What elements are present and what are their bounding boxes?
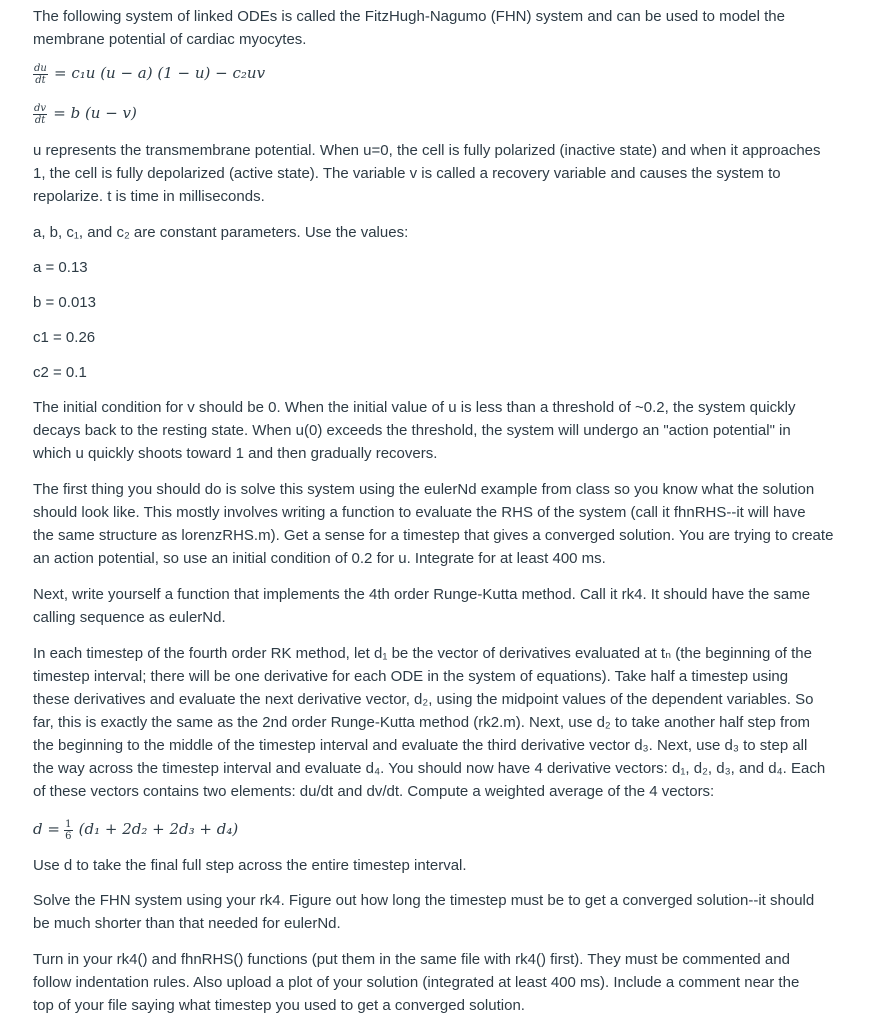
- first-step-line: The first thing you should do is solve this system using the eulerNd example from class so you know what the solution: [33, 481, 815, 498]
- rk4-line: far, this is exactly the same as the 2nd order Runge-Kutta method (rk2.m). Next, use d₂ to take another half step from: [33, 714, 811, 731]
- turn-in-line: follow indentation rules. Also upload a plot of your solution (integrated at least 400 ms). Include a comment near the: [33, 974, 800, 991]
- weighted-average-equation: d = $\frac{1}{6}$ (d₁ + 2d₂ + 2d₃ + d₄): [33, 818, 239, 842]
- one-sixth-fraction: $\frac{1}{6}$: [65, 818, 72, 842]
- initial-line: decays back to the resting state. When u(0) exceeds the threshold, the system will undergo an "action potential" in: [33, 422, 791, 439]
- param-b: b = 0.013: [33, 294, 96, 311]
- equation-dv-dt: [33, 102, 855, 130]
- rk4-line: timestep interval; there will be one derivative for each ODE in the system of equations). Take half a timestep using: [33, 668, 789, 685]
- next-line: calling sequence as eulerNd.: [33, 609, 226, 626]
- solve-line: Solve the FHN system using your rk4. Figure out how long the timestep must be to get a converged solution--it should: [33, 892, 815, 909]
- first-step-line: the same structure as lorenzRHS.m). Get a sense for a timestep that gives a converged solution. You are trying to create: [33, 527, 834, 544]
- rk4-line: In each timestep of the fourth order RK method, let d₁ be the vector of derivatives evaluated at tₙ (the beginning of the: [33, 645, 812, 662]
- du-dt-fraction: $\frac{du}{dt}$: [34, 62, 47, 86]
- first-step-line: an action potential, so use an initial condition of 0.2 for u. Integrate for at least 400 ms.: [33, 550, 606, 567]
- params-intro: a, b, c₁, and c₂ are constant parameters. Use the values:: [33, 224, 409, 241]
- description-line: repolarize. t is time in milliseconds.: [33, 188, 265, 205]
- rk4-line: of these vectors contains two elements: du/dt and dv/dt. Compute a weighted average of the 4 vectors:: [33, 783, 715, 800]
- rk4-line: these derivatives and evaluate the next derivative vector, d₂, using the midpoint values of the dependent variables. So: [33, 691, 814, 708]
- equation-rhs: = b (u − v): [53, 104, 137, 122]
- turn-in-line: Turn in your rk4() and fhnRHS() functions (put them in the same file with rk4() first). They must be commented and: [33, 951, 790, 968]
- description-line: u represents the transmembrane potential. When u=0, the cell is fully polarized (inactive state) and when it approaches: [33, 142, 821, 159]
- equation-du-dt: [33, 62, 855, 90]
- initial-line: The initial condition for v should be 0. When the initial value of u is less than a threshold of ~0.2, the system quickly: [33, 399, 796, 416]
- final-step-line: Use d to take the final full step across the entire timestep interval.: [33, 857, 467, 874]
- param-c2: c2 = 0.1: [33, 364, 87, 381]
- param-c1: c1 = 0.26: [33, 329, 96, 346]
- initial-line: which u quickly shoots toward 1 and then gradually recovers.: [33, 445, 438, 462]
- equation-rhs: = c₁u (u − a) (1 − u) − c₂uv: [54, 64, 266, 82]
- description-line: 1, the cell is fully depolarized (active state). The variable v is called a recovery variable and causes the system to: [33, 165, 781, 182]
- first-step-line: should look like. This mostly involves writing a function to evaluate the RHS of the system (call it fhnRHS--it will have: [33, 504, 806, 521]
- next-line: Next, write yourself a function that implements the 4th order Runge-Kutta method. Call it rk4. It should have the same: [33, 586, 811, 603]
- intro-line: membrane potential of cardiac myocytes.: [33, 31, 307, 48]
- param-a: a = 0.13: [33, 259, 88, 276]
- rk4-line: the beginning to the middle of the timestep interval and evaluate the third derivative vector d₃. Next, use d₃ to step all: [33, 737, 808, 754]
- dv-dt-fraction: $\frac{dv}{dt}$: [34, 102, 47, 126]
- intro-line: The following system of linked ODEs is called the FitzHugh-Nagumo (FHN) system and can be used to model the: [33, 8, 785, 25]
- solve-line: be much shorter than that needed for eulerNd.: [33, 915, 341, 932]
- rk4-line: the way across the timestep interval and evaluate d₄. You should now have 4 derivative vectors: d₁, d₂, d₃, and d₄. Each: [33, 760, 826, 777]
- turn-in-line: top of your file saying what timestep you used to get a converged solution.: [33, 997, 525, 1014]
